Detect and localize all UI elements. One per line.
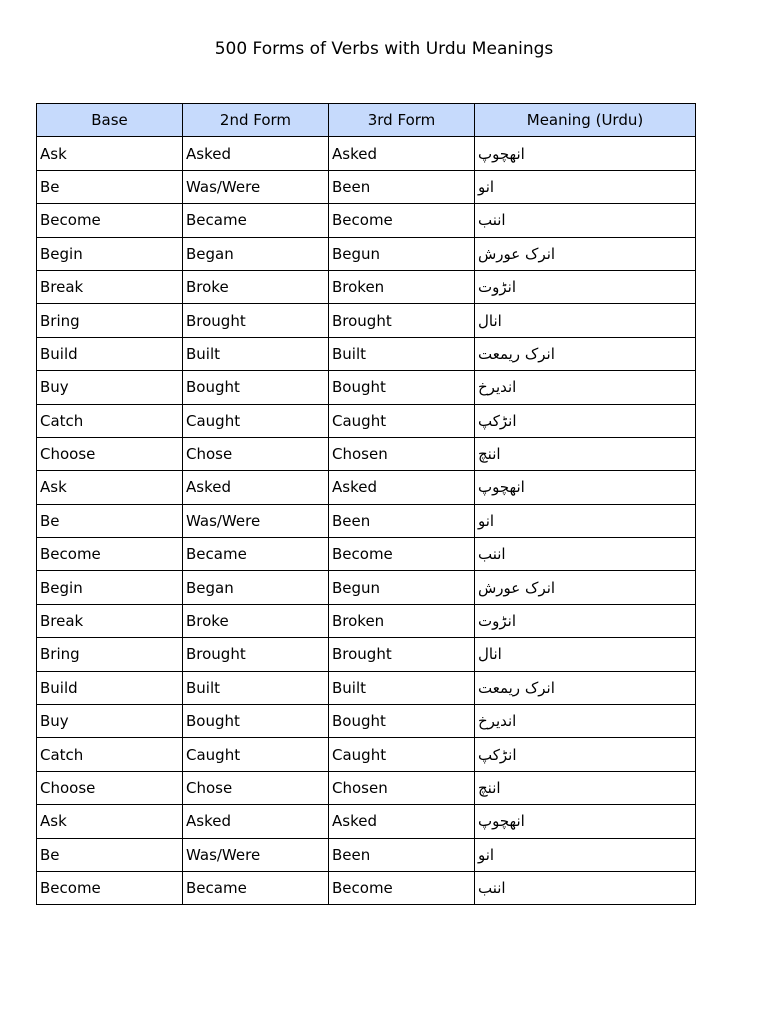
cell-second-form: Was/Were — [183, 170, 329, 203]
cell-meaning-urdu: اننچ — [475, 771, 696, 804]
cell-third-form: Bought — [329, 371, 475, 404]
table-row — [37, 237, 696, 270]
cell-meaning-urdu: انال — [475, 304, 696, 337]
cell-meaning-urdu: انرک عورش — [475, 571, 696, 604]
cell-meaning-urdu: انو — [475, 504, 696, 537]
cell-meaning-urdu: انڑوت — [475, 270, 696, 303]
cell-base: Begin — [37, 237, 183, 270]
cell-meaning-urdu: انڑوت — [475, 604, 696, 637]
cell-base: Catch — [37, 404, 183, 437]
cell-base: Break — [37, 270, 183, 303]
cell-third-form: Become — [329, 538, 475, 571]
cell-second-form: Asked — [183, 471, 329, 504]
cell-third-form: Broken — [329, 270, 475, 303]
cell-base: Become — [37, 204, 183, 237]
cell-third-form: Been — [329, 838, 475, 871]
cell-base: Choose — [37, 437, 183, 470]
cell-second-form: Became — [183, 204, 329, 237]
cell-base: Break — [37, 604, 183, 637]
cell-third-form: Caught — [329, 404, 475, 437]
cell-base: Buy — [37, 705, 183, 738]
header-third-form: 3rd Form — [329, 104, 475, 137]
header-base: Base — [37, 104, 183, 137]
cell-third-form: Caught — [329, 738, 475, 771]
table-row — [37, 604, 696, 637]
cell-second-form: Bought — [183, 705, 329, 738]
cell-third-form: Chosen — [329, 771, 475, 804]
table-row — [37, 638, 696, 671]
table-row — [37, 471, 696, 504]
header-second-form: 2nd Form — [183, 104, 329, 137]
cell-second-form: Brought — [183, 638, 329, 671]
cell-second-form: Was/Were — [183, 504, 329, 537]
cell-base: Bring — [37, 304, 183, 337]
cell-base: Be — [37, 504, 183, 537]
cell-base: Build — [37, 671, 183, 704]
cell-third-form: Chosen — [329, 437, 475, 470]
table-row — [37, 504, 696, 537]
cell-second-form: Became — [183, 538, 329, 571]
table-row — [37, 705, 696, 738]
table-row — [37, 838, 696, 871]
table-row — [37, 404, 696, 437]
cell-third-form: Been — [329, 170, 475, 203]
cell-base: Bring — [37, 638, 183, 671]
cell-third-form: Become — [329, 204, 475, 237]
cell-second-form: Chose — [183, 771, 329, 804]
table-row — [37, 805, 696, 838]
cell-meaning-urdu: انو — [475, 838, 696, 871]
cell-third-form: Begun — [329, 571, 475, 604]
cell-meaning-urdu: انرک ریمعت — [475, 671, 696, 704]
cell-meaning-urdu: اننب — [475, 204, 696, 237]
table-row — [37, 304, 696, 337]
table-header-row — [37, 104, 696, 137]
cell-meaning-urdu: انديرخ — [475, 371, 696, 404]
table-row — [37, 571, 696, 604]
cell-base: Become — [37, 871, 183, 904]
cell-second-form: Began — [183, 571, 329, 604]
cell-meaning-urdu: اننب — [475, 871, 696, 904]
cell-third-form: Been — [329, 504, 475, 537]
cell-second-form: Brought — [183, 304, 329, 337]
verb-forms-table — [36, 103, 696, 905]
cell-second-form: Bought — [183, 371, 329, 404]
cell-base: Catch — [37, 738, 183, 771]
table-row — [37, 371, 696, 404]
cell-third-form: Built — [329, 337, 475, 370]
cell-third-form: Broken — [329, 604, 475, 637]
cell-meaning-urdu: انڑکپ — [475, 738, 696, 771]
table-body — [37, 137, 696, 905]
cell-third-form: Asked — [329, 137, 475, 170]
cell-base: Be — [37, 838, 183, 871]
cell-meaning-urdu: انھچوپ — [475, 805, 696, 838]
cell-meaning-urdu: انو — [475, 170, 696, 203]
cell-base: Ask — [37, 137, 183, 170]
cell-base: Begin — [37, 571, 183, 604]
cell-second-form: Broke — [183, 604, 329, 637]
table-row — [37, 738, 696, 771]
cell-base: Be — [37, 170, 183, 203]
cell-meaning-urdu: انال — [475, 638, 696, 671]
cell-second-form: Built — [183, 671, 329, 704]
cell-base: Ask — [37, 471, 183, 504]
cell-second-form: Caught — [183, 404, 329, 437]
table-row — [37, 437, 696, 470]
cell-meaning-urdu: اننچ — [475, 437, 696, 470]
cell-second-form: Built — [183, 337, 329, 370]
table-row — [37, 671, 696, 704]
table-row — [37, 871, 696, 904]
cell-third-form: Asked — [329, 471, 475, 504]
table-row — [37, 170, 696, 203]
cell-second-form: Asked — [183, 805, 329, 838]
cell-base: Become — [37, 538, 183, 571]
table-row — [37, 771, 696, 804]
cell-base: Ask — [37, 805, 183, 838]
cell-third-form: Brought — [329, 638, 475, 671]
cell-meaning-urdu: انرک عورش — [475, 237, 696, 270]
header-meaning-urdu: Meaning (Urdu) — [475, 104, 696, 137]
cell-second-form: Broke — [183, 270, 329, 303]
cell-base: Build — [37, 337, 183, 370]
cell-third-form: Asked — [329, 805, 475, 838]
cell-meaning-urdu: انڑکپ — [475, 404, 696, 437]
cell-meaning-urdu: انديرخ — [475, 705, 696, 738]
table-row — [37, 337, 696, 370]
table-row — [37, 538, 696, 571]
cell-second-form: Became — [183, 871, 329, 904]
cell-second-form: Was/Were — [183, 838, 329, 871]
cell-meaning-urdu: انھچوپ — [475, 137, 696, 170]
cell-base: Choose — [37, 771, 183, 804]
cell-third-form: Bought — [329, 705, 475, 738]
cell-meaning-urdu: انھچوپ — [475, 471, 696, 504]
cell-third-form: Begun — [329, 237, 475, 270]
cell-second-form: Asked — [183, 137, 329, 170]
cell-third-form: Become — [329, 871, 475, 904]
page-title: 500 Forms of Verbs with Urdu Meanings — [214, 39, 554, 59]
cell-second-form: Chose — [183, 437, 329, 470]
cell-third-form: Brought — [329, 304, 475, 337]
table-row — [37, 270, 696, 303]
table-row — [37, 137, 696, 170]
cell-meaning-urdu: انرک ریمعت — [475, 337, 696, 370]
table-row — [37, 204, 696, 237]
cell-base: Buy — [37, 371, 183, 404]
cell-third-form: Built — [329, 671, 475, 704]
cell-second-form: Began — [183, 237, 329, 270]
cell-second-form: Caught — [183, 738, 329, 771]
cell-meaning-urdu: اننب — [475, 538, 696, 571]
